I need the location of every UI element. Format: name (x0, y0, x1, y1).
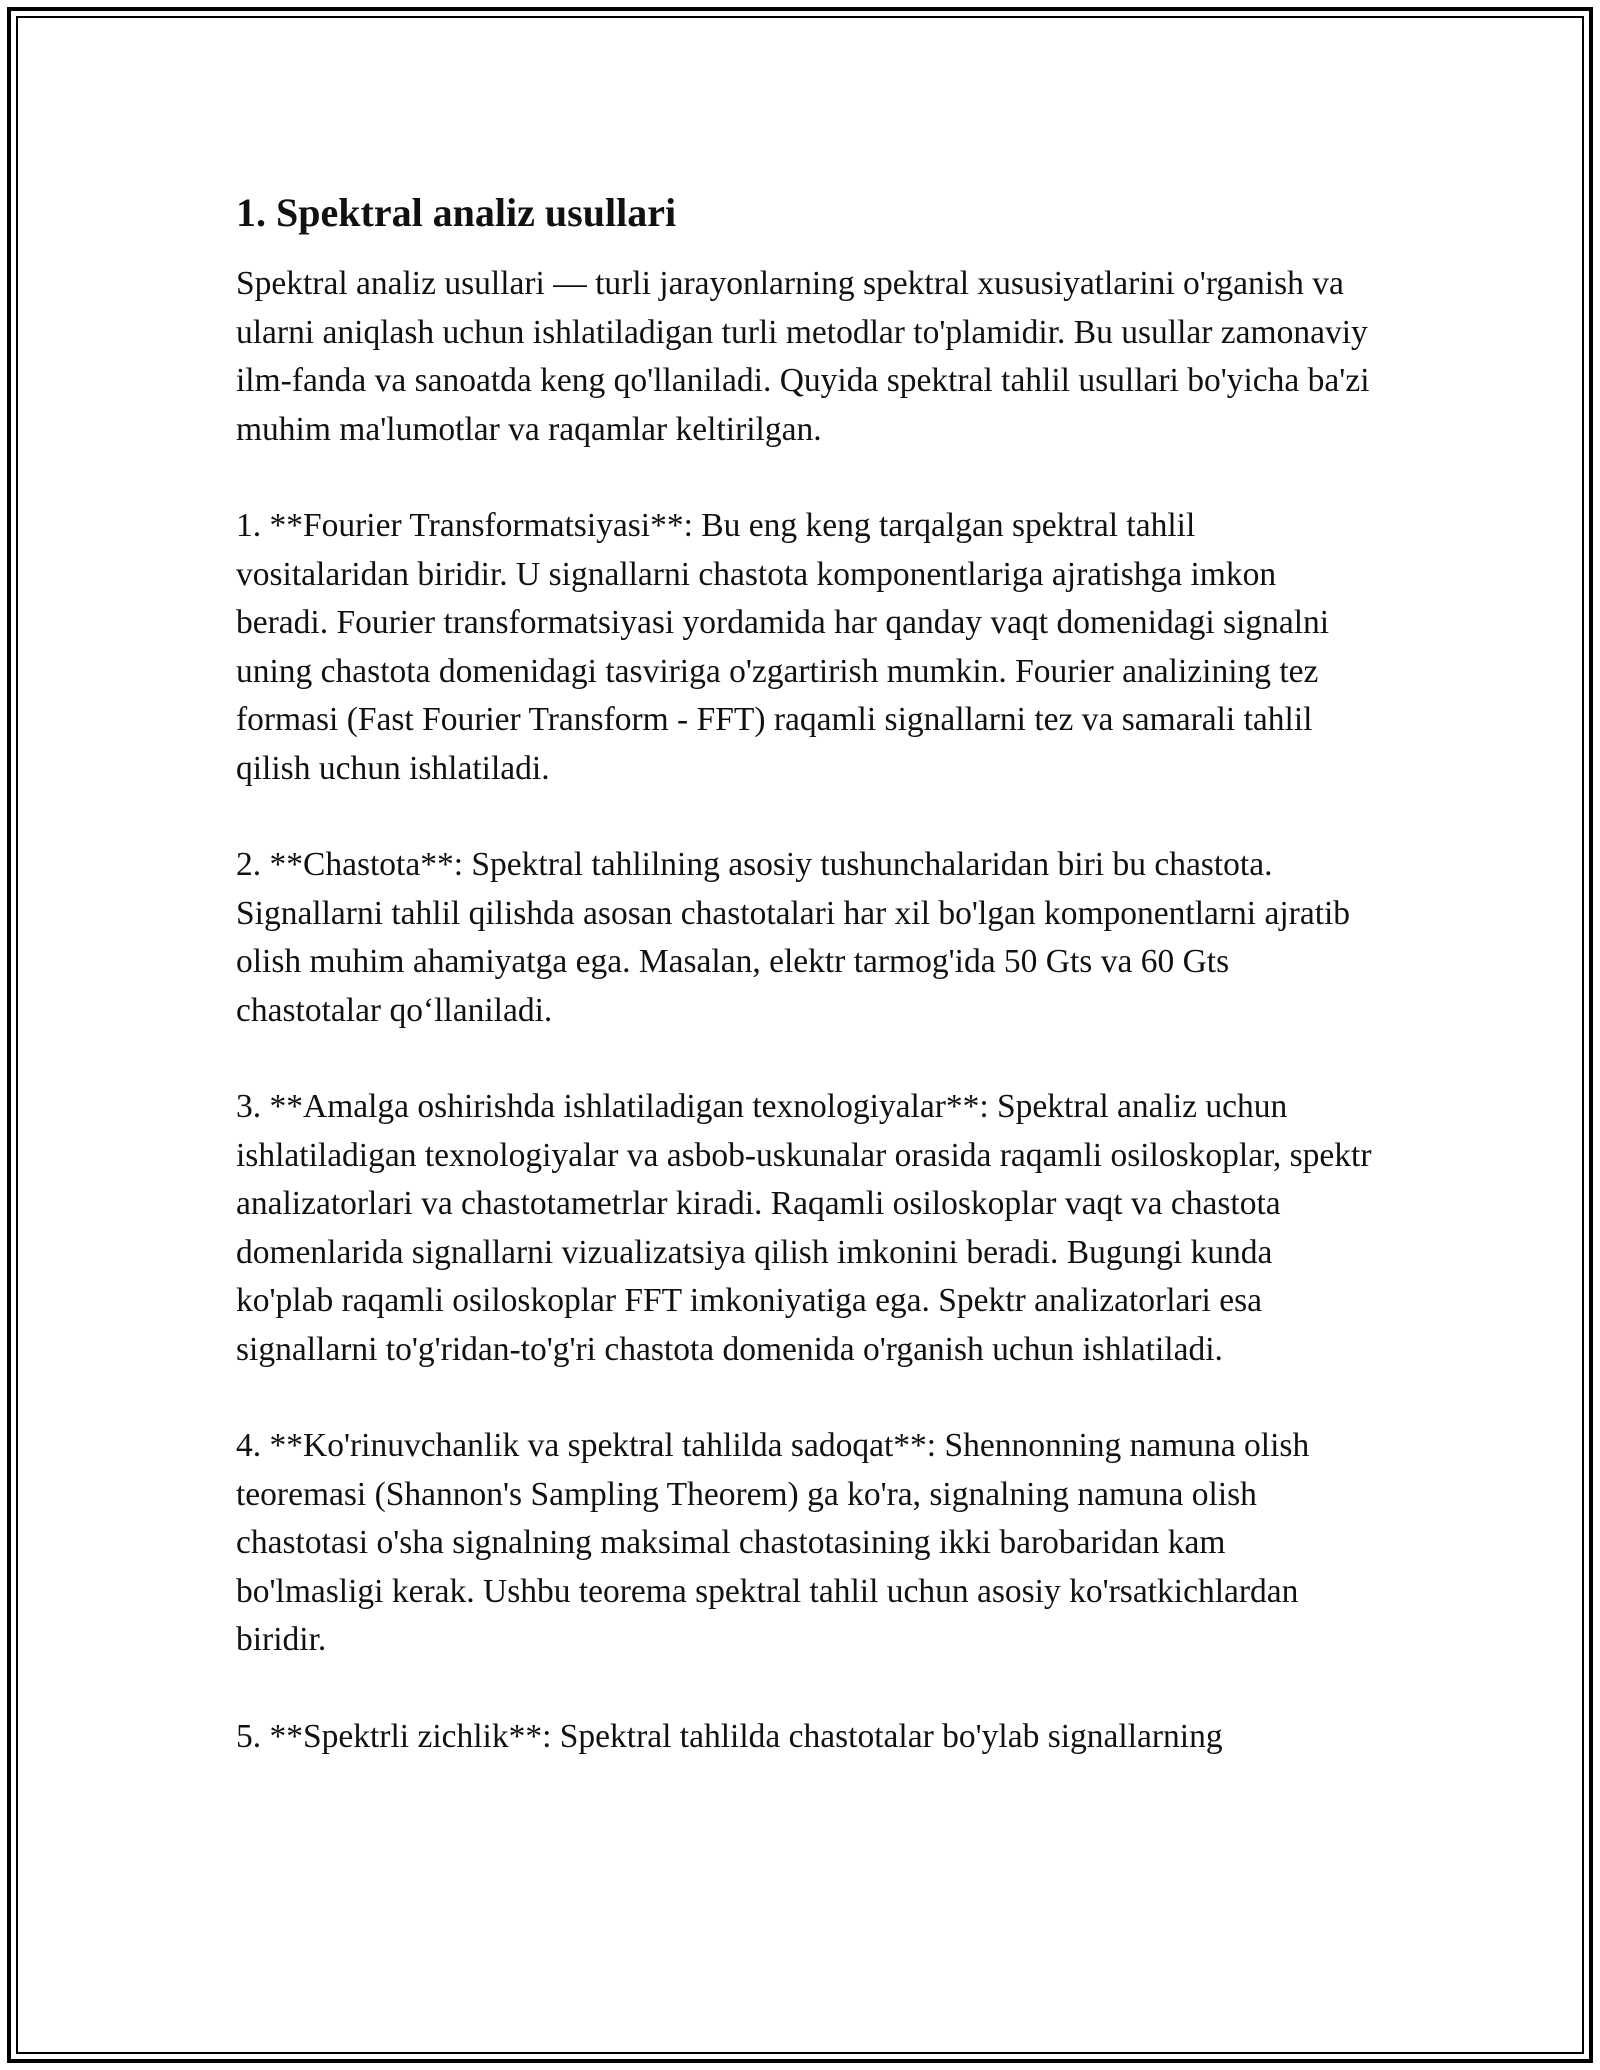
paragraph-sampling-theorem: 4. **Ko'rinuvchanlik va spektral tahlilda sadoqat**: Shennonning namuna olish teoremasi (Shannon's Sampling Theorem) ga ko'ra, signalning namuna olish chastotasi o'sha signalning maksimal chastotasining ikki barobaridan kam bo'lmasligi kerak. Ushbu teorema spektral tahlil uchun asosiy ko'rsatkichlardan biridir. (236, 1427, 1310, 1658)
intro-paragraph: Spektral analiz usullari — turli jarayonlarning spektral xususiyatlarini o'rganish va ularni aniqlash uchun ishlatiladigan turli metodlar to'plamidir. Bu usullar zamonaviy ilm-fanda va sanoatda keng qo'llaniladi. Quyida spektral tahlil usullari bo'yicha ba'zi muhim ma'lumotlar va raqamlar keltirilgan. (236, 265, 1370, 448)
paragraph-fourier: 1. **Fourier Transformatsiyasi**: Bu eng keng tarqalgan spektral tahlil vositalaridan biridir. U signallarni chastota komponentlariga ajratishga imkon beradi. Fourier transformatsiyasi yordamida har qanday vaqt domenidagi signalni uning chastota domenidagi tasviriga o'zgartirish mumkin. Fourier analizining tez formasi (Fast Fourier Transform - FFT) raqamli signallarni tez va samarali tahlil qilish uchun ishlatiladi. (236, 507, 1330, 787)
document-title: 1. Spektral analiz usullari (236, 190, 677, 235)
paragraph-chastota: 2. **Chastota**: Spektral tahlilning asosiy tushunchalaridan biri bu chastota. Signallarni tahlil qilishda asosan chastotalari har xil bo'lgan komponentlarni ajratib olish muhim ahamiyatga ega. Masalan, elektr tarmog'ida 50 Gts va 60 Gts chastotalar qo‘llaniladi. (236, 846, 1351, 1029)
paragraph-spektrli-zichlik: 5. **Spektrli zichlik**: Spektral tahlilda chastotalar bo'ylab signallarning (236, 1717, 1223, 1755)
document-body (236, 188, 1376, 1761)
paragraph-texnologiyalar: 3. **Amalga oshirishda ishlatiladigan texnologiyalar**: Spektral analiz uchun ishlatiladigan texnologiyalar va asbob-uskunalar orasida raqamli osiloskoplar, spektr analizatorlari va chastotametrlar kiradi. Raqamli osiloskoplar vaqt va chastota domenlarida signallarni vizualizatsiya qilish imkonini beradi. Bugungi kunda ko'plab raqamli osiloskoplar FFT imkoniyatiga ega. Spektr analizatorlari esa signallarni to'g'ridan-to'g'ri chastota domenida o'rganish uchun ishlatiladi. (236, 1088, 1372, 1368)
